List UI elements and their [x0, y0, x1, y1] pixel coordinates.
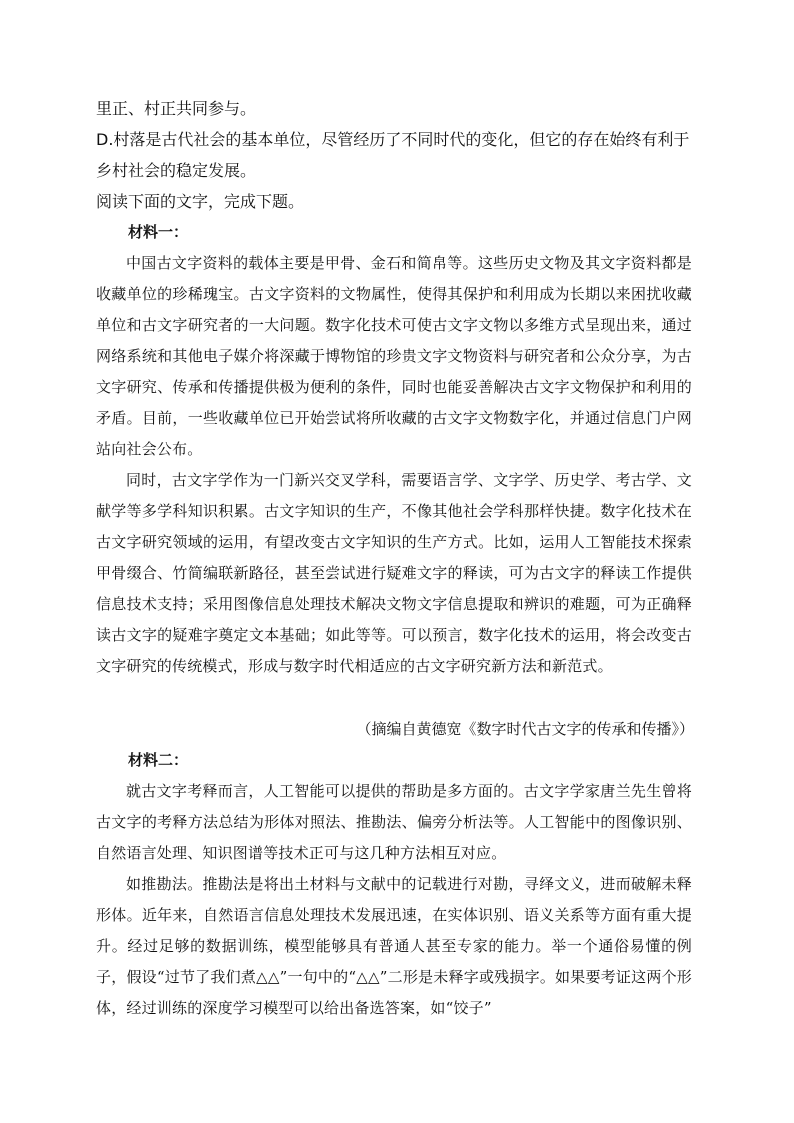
- material-2-paragraph-1: 就古文字考释而言，人工智能可以提供的帮助是多方面的。古文字学家唐兰先生曾将古文字的考释方法总结为形体对照法、推勘法、偏旁分析法等。人工智能中的图像识别、自然语言处理、知识图谱等技术正可与这几种方法相互对应。: [96, 782, 692, 862]
- material-1-paragraph-2: 同时，古文字学作为一门新兴交叉学科，需要语言学、文字学、历史学、考古学、文献学等多学科知识积累。古文字知识的生产，不像其他社会学科那样快捷。数字化技术在古文字研究领域的运用，有望改变古文字知识的生产方式。比如，运用人工智能技术探索甲骨缀合、竹简编联新路径，甚至尝试进行疑难文字的释读，可为古文字的释读工作提供信息技术支持；采用图像信息处理技术解决文物文字信息提取和辨识的难题，可为正确释读古文字的疑难字奠定文本基础；如此等等。可以预言，数字化技术的运用，将会改变古文字研究的传统模式，形成与数字时代相适应的古文字研究新方法和新范式。: [96, 471, 692, 675]
- material-2-heading: 材料二：: [128, 751, 189, 769]
- option-d: D.村落是古代社会的基本单位，尽管经历了不同时代的变化，但它的存在始终有利于乡村社会的稳定发展。: [96, 130, 690, 180]
- material-1-body: [96, 248, 692, 682]
- option-c-tail: 里正、村正共同参与。: [96, 99, 257, 118]
- material-1-paragraph-1: 中国古文字资料的载体主要是甲骨、金石和简帛等。这些历史文物及其文字资料都是收藏单位的珍稀瑰宝。古文字资料的文物属性，使得其保护和利用成为长期以来困扰收藏单位和古文字研究者的一大问题。数字化技术可使古文字文物以多维方式呈现出来，通过网络系统和其他电子媒介将深藏于博物馆的珍贵文字文物资料与研究者和公众分享，为古文字研究、传承和传播提供极为便利的条件，同时也能妥善解决古文字文物保护和利用的矛盾。目前，一些收藏单位已开始尝试将所收藏的古文字文物数字化，并通过信息门户网站向社会公布。: [96, 254, 692, 458]
- material-1-heading: 材料一：: [128, 223, 189, 241]
- reading-instruction: 阅读下面的文字，完成下题。: [96, 192, 305, 211]
- material-1-source: （摘编自黄德宽《数字时代古文字的传承和传播》）: [356, 720, 694, 738]
- material-2-body: [96, 776, 692, 1024]
- material-2-paragraph-2: 如推勘法。推勘法是将出土材料与文献中的记载进行对勘，寻绎文义，进而破解未释形体。近年来，自然语言信息处理技术发展迅速，在实体识别、语义关系等方面有重大提升。经过足够的数据训练，模型能够具有普通人甚至专家的能力。举一个通俗易懂的例子，假设“过节了我们煮△△”一句中的“△△”二形是未释字或残损字。如果要考证这两个形体，经过训练的深度学习模型可以给出备选答案，如“饺子”: [96, 875, 692, 1017]
